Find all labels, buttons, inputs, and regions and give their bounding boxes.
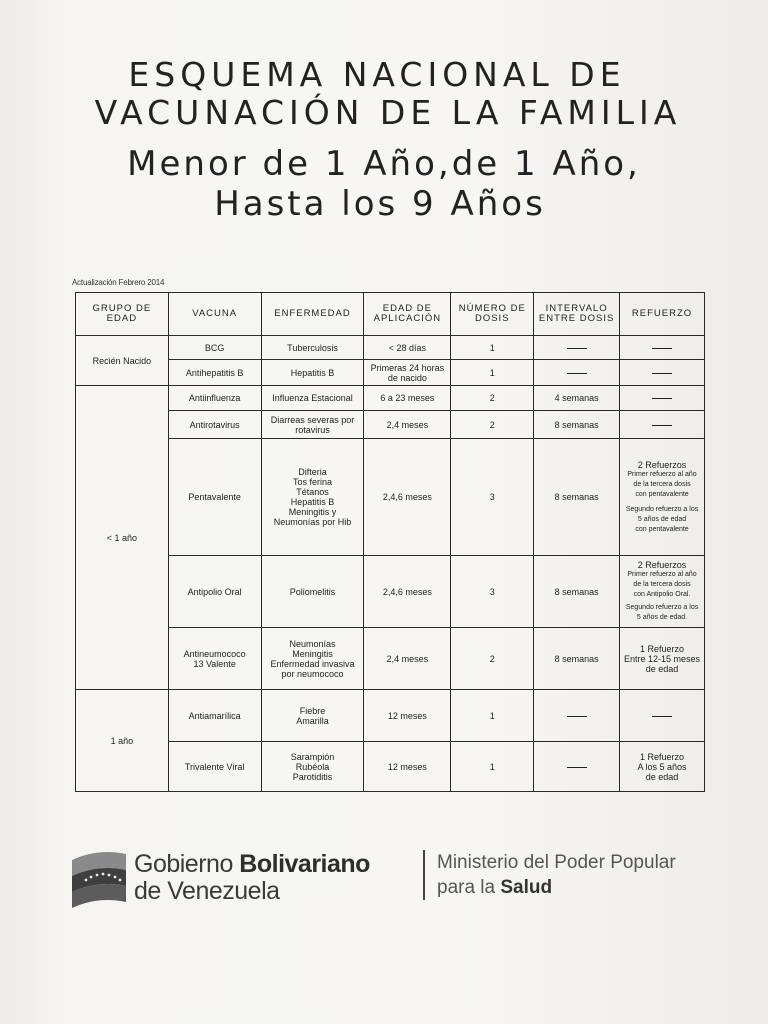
ministerio-line-2 [437,877,552,899]
refuerzo-line: Segundo refuerzo a los [625,604,699,611]
enfermedad-cell: Hepatitis B [261,360,364,386]
enfermedad-cell: Influenza Estacional [261,386,364,411]
refuerzo-title: 1 Refuerzo [640,751,685,762]
dosis-cell: 3 [451,439,534,556]
refuerzo-line: de edad [645,663,679,674]
enfermedad-line: Rubéola [295,761,330,772]
refuerzo-line: 5 años de edad [637,515,687,523]
table-row [76,439,705,556]
intervalo-cell [534,360,620,386]
dash-mark [652,398,672,399]
refuerzo-cell [620,439,705,556]
dosis-cell: 2 [451,411,534,439]
refuerzo-cell [620,386,705,411]
edad-cell: Primeras 24 horas de nacido [364,360,451,386]
dash-mark [567,716,587,717]
enfermedad-cell: Diarreas severas por rotavirus [261,411,364,439]
dosis-cell: 2 [451,386,534,411]
vacuna-cell [168,628,261,690]
enfermedad-cell [261,439,364,556]
enfermedad-line: Fiebre [299,705,326,716]
bolivariano-text: Bolivariano [239,850,370,878]
vacuna-cell: Antihepatitis B [168,360,261,386]
enfermedad-line: Hepatitis B [290,497,335,507]
refuerzo-line: Primer refuerzo al año [627,470,697,478]
refuerzo-line: 5 años de edad. [636,614,688,621]
edad-cell: 6 a 23 meses [364,386,451,411]
refuerzo-line: Segundo refuerzo a los [625,505,699,513]
refuerzo-cell [620,336,705,360]
enfermedad-line: Sarampión [290,751,335,762]
refuerzo-line: con pentavalente [635,490,689,498]
refuerzo-line: de edad [645,771,679,782]
title-line-2: VACUNACIÓN DE LA FAMILIA [94,93,682,132]
table-row [76,336,705,360]
refuerzo-cell [620,690,705,742]
enfermedad-line: Neumonías [289,638,336,649]
vaccination-table [75,292,705,792]
logo-divider [423,850,425,900]
enfermedad-cell [261,742,364,792]
refuerzo-title: 2 Refuerzos [637,459,687,470]
vacuna-cell: Antiamarílica [168,690,261,742]
edad-cell: 12 meses [364,690,451,742]
enfermedad-line: Tos ferina [292,477,333,487]
dosis-cell: 1 [451,690,534,742]
header-intervalo: INTERVALO ENTRE DOSIS [534,293,620,336]
dash-mark [652,425,672,426]
intervalo-cell: 4 semanas [534,386,620,411]
vacuna-cell: Antipolio Oral [168,556,261,628]
dash-mark [567,348,587,349]
dosis-cell: 3 [451,556,534,628]
enfermedad-cell: Tuberculosis [261,336,364,360]
enfermedad-cell [261,628,364,690]
table-row [76,411,705,439]
subtitle-line-2: Hasta los 9 Años [214,184,546,224]
refuerzo-line: de la tercera dosis [633,480,691,488]
enfermedad-line: Parotiditis [292,771,333,782]
vacuna-cell: BCG [168,336,261,360]
edad-cell: 2,4,6 meses [364,439,451,556]
edad-cell: 2,4 meses [364,411,451,439]
group-menor-1: < 1 año [76,386,169,690]
title-line-1: ESQUEMA NACIONAL DE [128,55,626,94]
table-row [76,628,705,690]
gobierno-text: Gobierno [134,850,240,878]
refuerzo-cell [620,556,705,628]
header-refuerzo: REFUERZO [620,293,705,336]
header-enfermedad: ENFERMEDAD [261,293,364,336]
venezuela-flag-logo [68,840,128,908]
dash-mark [567,767,587,768]
edad-cell: 2,4,6 meses [364,556,451,628]
ministerio-line-1: Ministerio del Poder Popular [437,852,676,873]
gobierno-line-1 [134,850,370,879]
refuerzo-line: A los 5 años [637,761,687,772]
title-block [0,56,768,224]
refuerzo-cell [620,628,705,690]
dosis-cell: 1 [451,336,534,360]
edad-cell: 12 meses [364,742,451,792]
intervalo-cell [534,336,620,360]
header-vacuna: VACUNA [168,293,261,336]
enfermedad-line: por neumococo [281,668,344,679]
refuerzo-cell [620,360,705,386]
dash-mark [567,373,587,374]
intervalo-cell: 8 semanas [534,411,620,439]
refuerzo-title: 2 Refuerzos [637,560,687,570]
footer-logos [66,838,726,918]
refuerzo-line: Entre 12-15 meses [624,653,701,664]
refuerzo-line: con pentavalente [635,525,689,533]
intervalo-cell [534,742,620,792]
dash-mark [652,373,672,374]
dosis-cell: 1 [451,742,534,792]
header-grupo: GRUPO DE EDAD [76,293,169,336]
refuerzo-line: de la tercera dosis [633,581,691,588]
vacuna-cell: Trivalente Viral [168,742,261,792]
gobierno-line-2: de Venezuela [134,877,280,905]
vacuna-line: Antineumococo [183,648,246,659]
enfermedad-line: Tétanos [296,487,329,497]
table-row [76,386,705,411]
dash-mark [652,348,672,349]
intervalo-cell: 8 semanas [534,628,620,690]
vacuna-cell: Antirotavirus [168,411,261,439]
para-la-text: para la [437,877,501,898]
refuerzo-line: con Antipolio Oral. [633,591,691,598]
edad-cell: < 28 días [364,336,451,360]
vacuna-line: 13 Valente [193,658,236,669]
enfermedad-line: Neumonías por Hib [273,517,352,527]
intervalo-cell: 8 semanas [534,439,620,556]
refuerzo-title: 1 Refuerzo [640,643,685,654]
enfermedad-line: Difteria [298,467,327,477]
refuerzo-cell [620,411,705,439]
table-row [76,556,705,628]
vacuna-cell: Antiinfluenza [168,386,261,411]
table-row [76,742,705,792]
group-recien-nacido: Recién Nacido [76,336,169,386]
header-dosis: NÚMERO DE DOSIS [451,293,534,336]
subtitle-line-1: Menor de 1 Año,de 1 Año, [127,144,641,184]
enfermedad-line: Enfermedad invasiva [270,658,355,669]
enfermedad-cell [261,690,364,742]
update-note: Actualización Febrero 2014 [72,278,165,287]
enfermedad-line: Amarilla [296,715,329,726]
intervalo-cell [534,690,620,742]
table-header-row [76,293,705,336]
enfermedad-cell: Poliomelitis [261,556,364,628]
dosis-cell: 1 [451,360,534,386]
dash-mark [652,716,672,717]
refuerzo-line: Primer refuerzo al año [627,571,697,578]
enfermedad-line: Meningitis y [288,507,337,517]
table-row [76,690,705,742]
edad-cell: 2,4 meses [364,628,451,690]
dosis-cell: 2 [451,628,534,690]
salud-text: Salud [500,877,553,898]
intervalo-cell: 8 semanas [534,556,620,628]
group-1-ano: 1 año [76,690,169,792]
header-edad: EDAD DE APLICACIÓN [364,293,451,336]
vacuna-cell: Pentavalente [168,439,261,556]
enfermedad-line: Meningitis [292,648,333,659]
refuerzo-cell [620,742,705,792]
table-row [76,360,705,386]
